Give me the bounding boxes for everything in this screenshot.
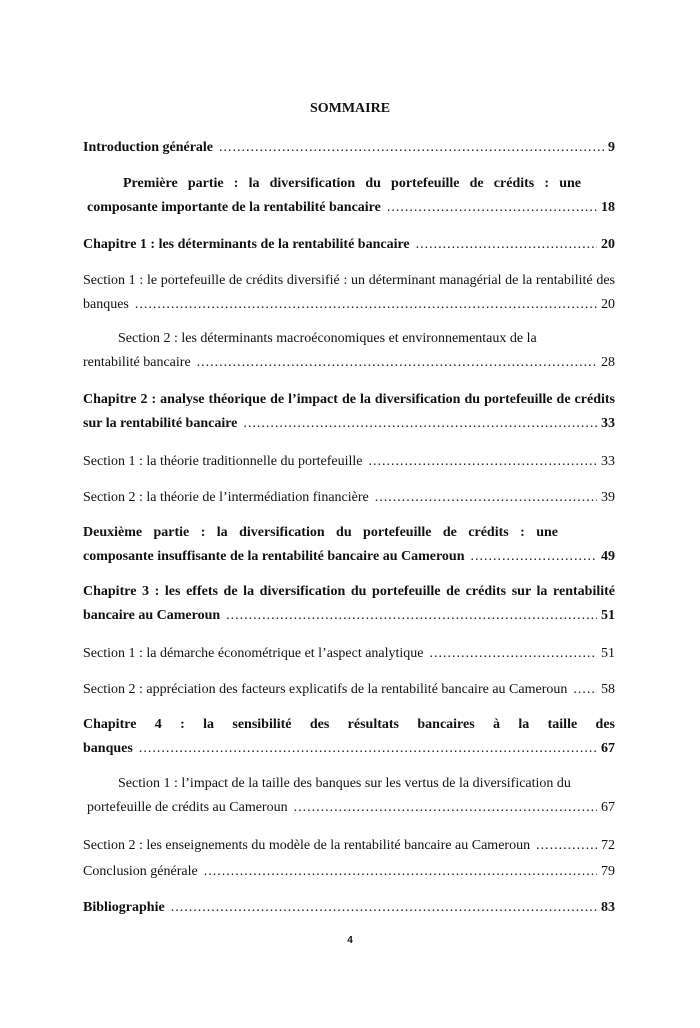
toc-entry[interactable] <box>83 233 615 257</box>
toc-entry-line: Section 1 : l’impact de la taille des banques sur les vertus de la diversification du <box>118 776 571 791</box>
toc-entry-line: Chapitre 4 : la sensibilité des résultats bancaires à la taille des <box>83 717 615 732</box>
dot-leader <box>226 604 597 628</box>
toc-entry[interactable] <box>83 269 615 317</box>
toc-entry[interactable] <box>83 172 615 220</box>
toc-page-number: 83 <box>601 900 615 915</box>
toc-page-number: 72 <box>601 838 615 853</box>
toc-page-number: 51 <box>601 646 615 661</box>
toc-entry-title: portefeuille de crédits au Cameroun <box>87 800 288 815</box>
toc-entry-line: Deuxième partie : la diversification du portefeuille de crédits : une <box>83 525 558 540</box>
toc-entry-line: Chapitre 2 : analyse théorique de l’impact de la diversification du portefeuille de crédits <box>83 392 615 407</box>
toc-page-number: 58 <box>601 682 615 697</box>
toc-page-number: 33 <box>601 416 615 431</box>
toc-page-number: 33 <box>601 454 615 469</box>
dot-leader <box>416 233 597 257</box>
toc-entry-title: Introduction générale <box>83 140 214 155</box>
toc-entry-title: rentabilité bancaire <box>83 355 191 370</box>
toc-entry-title: banques <box>83 297 129 312</box>
toc-entry-line: Section 2 : les déterminants macroéconomiques et environnementaux de la <box>118 331 537 346</box>
dot-leader <box>294 796 597 820</box>
dot-leader <box>204 860 597 884</box>
toc-entry[interactable] <box>83 486 615 510</box>
toc-entry-title: Conclusion générale <box>83 864 198 879</box>
toc-entry[interactable] <box>83 327 615 375</box>
toc-entry-line: Première partie : la diversification du portefeuille de crédits : une <box>123 176 581 191</box>
toc-page-number: 67 <box>601 800 615 815</box>
toc-page-number: 51 <box>601 608 615 623</box>
toc-entry[interactable] <box>83 388 615 436</box>
dot-leader <box>219 136 604 160</box>
toc-entry-title: Section 1 : la démarche économétrique et l’aspect analytique <box>83 646 424 661</box>
dot-leader <box>387 196 597 220</box>
page-number: 4 <box>347 935 353 946</box>
toc-entry-title: Section 2 : appréciation des facteurs explicatifs de la rentabilité bancaire au Cameroun <box>83 682 568 697</box>
toc-entry[interactable] <box>83 450 615 474</box>
toc-page-number: 9 <box>608 140 615 155</box>
dot-leader <box>375 486 597 510</box>
toc-page-number: 39 <box>601 490 615 505</box>
toc-entry-title: banques <box>83 741 133 756</box>
dot-leader <box>536 834 597 858</box>
toc-entry[interactable] <box>83 678 615 702</box>
toc-entry-title: Bibliographie <box>83 900 165 915</box>
toc-entry[interactable] <box>83 136 615 160</box>
toc-entry[interactable] <box>83 860 615 884</box>
toc-entry-title: composante importante de la rentabilité bancaire <box>87 200 381 215</box>
dot-leader <box>139 737 597 761</box>
dot-leader <box>197 351 597 375</box>
toc-entry[interactable] <box>83 521 615 569</box>
toc-entry-title: Chapitre 1 : les déterminants de la rentabilité bancaire <box>83 237 410 252</box>
page-title: SOMMAIRE <box>309 101 391 116</box>
toc-entry-line: Section 1 : le portefeuille de crédits diversifié : un déterminant managérial de la rentabilité des <box>83 273 615 288</box>
toc-page-number: 20 <box>601 297 615 312</box>
toc-page-number: 79 <box>601 864 615 879</box>
toc-page-number: 20 <box>601 237 615 252</box>
toc-entry[interactable] <box>83 642 615 666</box>
dot-leader <box>243 412 597 436</box>
toc-entry-title: bancaire au Cameroun <box>83 608 221 623</box>
dot-leader <box>369 450 597 474</box>
toc-page-number: 67 <box>601 741 615 756</box>
dot-leader <box>135 293 597 317</box>
dot-leader <box>573 678 597 702</box>
toc-entry[interactable] <box>83 580 615 628</box>
toc-page-number: 49 <box>601 549 615 564</box>
toc-entry-title: composante insuffisante de la rentabilité bancaire au Cameroun <box>83 549 465 564</box>
dot-leader <box>430 642 597 666</box>
toc-entry[interactable] <box>83 772 615 820</box>
toc-entry-title: sur la rentabilité bancaire <box>83 416 238 431</box>
dot-leader <box>471 545 597 569</box>
toc-page-number: 18 <box>601 200 615 215</box>
toc-entry-title: Section 1 : la théorie traditionnelle du portefeuille <box>83 454 363 469</box>
toc-entry[interactable] <box>83 713 615 761</box>
toc-entry-title: Section 2 : les enseignements du modèle de la rentabilité bancaire au Cameroun <box>83 838 531 853</box>
toc-entry[interactable] <box>83 896 615 920</box>
toc-entry[interactable] <box>83 834 615 858</box>
toc-entry-title: Section 2 : la théorie de l’intermédiation financière <box>83 490 369 505</box>
toc-page-number: 28 <box>601 355 615 370</box>
dot-leader <box>171 896 597 920</box>
toc-entry-line: Chapitre 3 : les effets de la diversification du portefeuille de crédits sur la rentabilité <box>83 584 615 599</box>
